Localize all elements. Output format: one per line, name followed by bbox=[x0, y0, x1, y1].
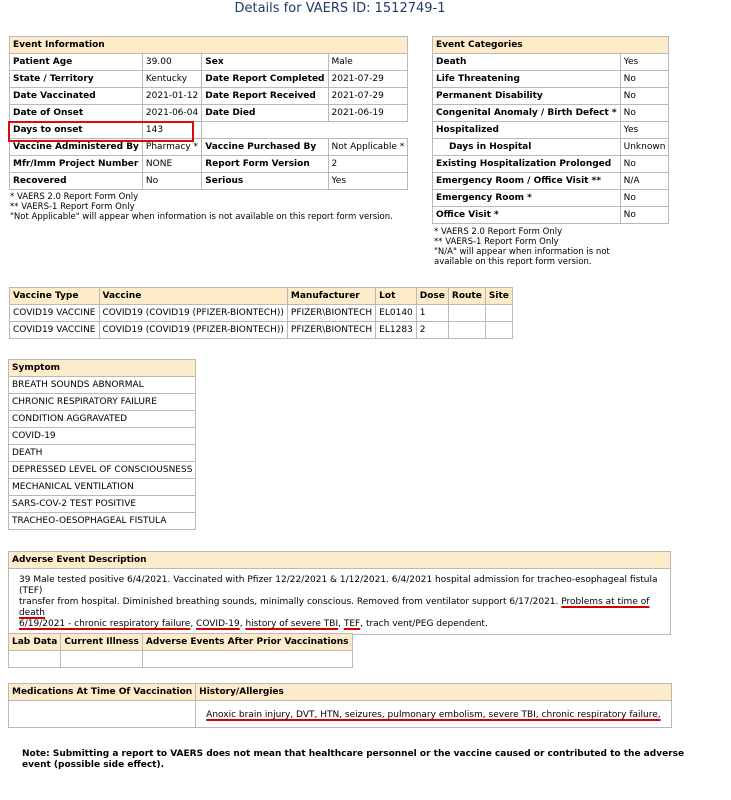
lab-data-table bbox=[8, 633, 353, 668]
cell bbox=[61, 651, 143, 668]
value: N/A bbox=[620, 173, 669, 190]
separator: , bbox=[338, 619, 344, 629]
cell bbox=[448, 305, 485, 322]
symptom-section bbox=[8, 359, 196, 530]
table-row bbox=[433, 173, 669, 190]
label: Sex bbox=[202, 54, 328, 71]
value: No bbox=[620, 71, 669, 88]
cell: PFIZER\BIONTECH bbox=[287, 305, 375, 322]
column-header: History/Allergies bbox=[196, 684, 671, 701]
column-header: Vaccine bbox=[99, 288, 287, 305]
adverse-event-description bbox=[9, 569, 671, 635]
symptom-item: CONDITION AGGRAVATED bbox=[9, 411, 196, 428]
label: Hospitalized bbox=[433, 122, 621, 139]
label: Date Vaccinated bbox=[10, 88, 143, 105]
medications-section bbox=[8, 683, 672, 728]
table-row bbox=[10, 305, 513, 322]
cell: 1 bbox=[416, 305, 448, 322]
description-line: 39 Male tested positive 6/4/2021. Vaccinated with Pfizer 12/22/2021 & 1/12/2021. 6/4/2021 hospital admission for tracheo-esophageal fistula (TEF) bbox=[19, 575, 658, 596]
highlighted-text: Anoxic brain injury, DVT, HTN, seizures, pulmonary embolism, severe TBI, chronic respiratory failure, bbox=[206, 710, 661, 720]
empty-cell bbox=[202, 122, 328, 139]
page-title: Details for VAERS ID: 1512749-1 bbox=[234, 1, 446, 16]
value: 2021-07-29 bbox=[328, 71, 408, 88]
medications-table bbox=[8, 683, 672, 728]
column-header: Dose bbox=[416, 288, 448, 305]
vaccine-section bbox=[9, 287, 513, 339]
highlight-box bbox=[8, 121, 194, 142]
highlighted-text: Problems at time of death bbox=[19, 597, 650, 618]
column-header: Route bbox=[448, 288, 485, 305]
separator: , bbox=[190, 619, 197, 629]
cell: EL0140 bbox=[376, 305, 417, 322]
note-line: ** VAERS-1 Report Form Only bbox=[434, 237, 559, 247]
event-categories-section bbox=[432, 36, 669, 224]
highlighted-text: chronic respiratory failure bbox=[74, 619, 191, 629]
list-item bbox=[9, 513, 196, 530]
list-item bbox=[9, 394, 196, 411]
label: Vaccine Purchased By bbox=[202, 139, 328, 156]
highlighted-text: history of severe TBI bbox=[245, 619, 339, 629]
table-row bbox=[433, 105, 669, 122]
cell: EL1283 bbox=[376, 322, 417, 339]
label: Days to onset bbox=[10, 122, 143, 139]
symptom-item: DEATH bbox=[9, 445, 196, 462]
cell bbox=[448, 322, 485, 339]
symptom-item: SARS-COV-2 TEST POSITIVE bbox=[9, 496, 196, 513]
event-categories-notes bbox=[434, 227, 610, 267]
adverse-event-header: Adverse Event Description bbox=[9, 552, 671, 569]
value: No bbox=[142, 173, 201, 190]
symptom-item: CHRONIC RESPIRATORY FAILURE bbox=[9, 394, 196, 411]
column-header: Site bbox=[485, 288, 512, 305]
table-row bbox=[9, 701, 672, 728]
event-categories-table bbox=[432, 36, 669, 224]
table-row bbox=[10, 54, 408, 71]
event-information-header: Event Information bbox=[10, 37, 408, 54]
value: 143 bbox=[142, 122, 201, 139]
table-row bbox=[10, 105, 408, 122]
column-header: Manufacturer bbox=[287, 288, 375, 305]
value: 2021-01-12 bbox=[142, 88, 201, 105]
note-line: * VAERS 2.0 Report Form Only bbox=[434, 227, 563, 237]
value: 2021-07-29 bbox=[328, 88, 408, 105]
symptom-header: Symptom bbox=[9, 360, 196, 377]
value: 39.00 bbox=[142, 54, 201, 71]
note-line: "N/A" will appear when information is not bbox=[434, 247, 610, 257]
table-row bbox=[433, 122, 669, 139]
table-row bbox=[10, 71, 408, 88]
label: Days in Hospital bbox=[433, 139, 621, 156]
list-item bbox=[9, 496, 196, 513]
label: Life Threatening bbox=[433, 71, 621, 88]
vaccine-table bbox=[9, 287, 513, 339]
value: 2 bbox=[328, 156, 408, 173]
note-line: available on this report form version. bbox=[434, 257, 592, 267]
label: Office Visit * bbox=[433, 207, 621, 224]
table-row bbox=[10, 173, 408, 190]
cell bbox=[9, 651, 61, 668]
column-header: Lab Data bbox=[9, 634, 61, 651]
cell: 2 bbox=[416, 322, 448, 339]
label: Emergency Room / Office Visit ** bbox=[433, 173, 621, 190]
adverse-event-table bbox=[8, 551, 671, 635]
label: Existing Hospitalization Prolonged bbox=[433, 156, 621, 173]
description-text: , trach vent/PEG dependent. bbox=[360, 619, 488, 629]
value: No bbox=[620, 88, 669, 105]
adverse-event-section bbox=[8, 551, 671, 635]
list-item bbox=[9, 445, 196, 462]
event-information-section bbox=[9, 36, 408, 190]
event-information-notes bbox=[10, 192, 393, 222]
event-information-table bbox=[9, 36, 408, 190]
list-item bbox=[9, 428, 196, 445]
label: Date Report Received bbox=[202, 88, 328, 105]
value: Male bbox=[328, 54, 408, 71]
column-header: Current Illness bbox=[61, 634, 143, 651]
label: Recovered bbox=[10, 173, 143, 190]
cell: PFIZER\BIONTECH bbox=[287, 322, 375, 339]
label: Death bbox=[433, 54, 621, 71]
value: 2021-06-19 bbox=[328, 105, 408, 122]
column-header: Adverse Events After Prior Vaccinations bbox=[142, 634, 352, 651]
table-row bbox=[9, 651, 353, 668]
table-row bbox=[433, 88, 669, 105]
list-item bbox=[9, 411, 196, 428]
value: No bbox=[620, 190, 669, 207]
note-line: ** VAERS-1 Report Form Only bbox=[10, 202, 135, 212]
disclaimer-note: Note: Submitting a report to VAERS does not mean that healthcare personnel or the vaccine caused or contributed to the adverse event (possible side effect). bbox=[22, 749, 685, 770]
cell bbox=[142, 651, 352, 668]
symptom-table bbox=[8, 359, 196, 530]
symptom-item: BREATH SOUNDS ABNORMAL bbox=[9, 377, 196, 394]
label: Vaccine Administered By bbox=[10, 139, 143, 156]
value: 2021-06-04 bbox=[142, 105, 201, 122]
note-line: * VAERS 2.0 Report Form Only bbox=[10, 192, 139, 202]
table-row bbox=[10, 88, 408, 105]
list-item bbox=[9, 377, 196, 394]
note-line: "Not Applicable" will appear when information is not available on this report form version. bbox=[10, 212, 393, 222]
separator: , bbox=[239, 619, 246, 629]
table-row bbox=[433, 207, 669, 224]
cell bbox=[485, 305, 512, 322]
list-item bbox=[9, 462, 196, 479]
label: Date Report Completed bbox=[202, 71, 328, 88]
empty-cell bbox=[328, 122, 408, 139]
table-header-row bbox=[10, 288, 513, 305]
label: State / Territory bbox=[10, 71, 143, 88]
symptom-item: DEPRESSED LEVEL OF CONSCIOUSNESS bbox=[9, 462, 196, 479]
highlighted-text: TEF bbox=[343, 619, 361, 629]
highlighted-text: COVID-19 bbox=[196, 619, 240, 629]
value: Yes bbox=[328, 173, 408, 190]
table-row bbox=[10, 322, 513, 339]
cell: COVID19 VACCINE bbox=[10, 322, 100, 339]
cell: COVID19 (COVID19 (PFIZER-BIONTECH)) bbox=[99, 322, 287, 339]
value: No bbox=[620, 207, 669, 224]
label: Report Form Version bbox=[202, 156, 328, 173]
value: No bbox=[620, 156, 669, 173]
lab-data-section bbox=[8, 633, 353, 668]
label: Serious bbox=[202, 173, 328, 190]
symptom-item: TRACHEO-OESOPHAGEAL FISTULA bbox=[9, 513, 196, 530]
value: Pharmacy * bbox=[142, 139, 201, 156]
history-allergies-cell bbox=[196, 701, 671, 728]
label: Date of Onset bbox=[10, 105, 143, 122]
highlighted-text: 6/19/2021 - bbox=[19, 619, 75, 629]
label: Congenital Anomaly / Birth Defect * bbox=[433, 105, 621, 122]
cell: COVID19 (COVID19 (PFIZER-BIONTECH)) bbox=[99, 305, 287, 322]
event-categories-header: Event Categories bbox=[433, 37, 669, 54]
table-row bbox=[433, 54, 669, 71]
value: Kentucky bbox=[142, 71, 201, 88]
table-row bbox=[433, 139, 669, 156]
column-header: Vaccine Type bbox=[10, 288, 100, 305]
column-header: Lot bbox=[376, 288, 417, 305]
label: Permanent Disability bbox=[433, 88, 621, 105]
description-line bbox=[19, 619, 660, 630]
table-row bbox=[10, 156, 408, 173]
value: Yes bbox=[620, 122, 669, 139]
description-line bbox=[19, 597, 660, 619]
label: Date Died bbox=[202, 105, 328, 122]
table-row bbox=[433, 156, 669, 173]
symptom-item: COVID-19 bbox=[9, 428, 196, 445]
cell: COVID19 VACCINE bbox=[10, 305, 100, 322]
table-row bbox=[433, 190, 669, 207]
cell bbox=[9, 701, 196, 728]
cell bbox=[485, 322, 512, 339]
table-row bbox=[433, 71, 669, 88]
value: No bbox=[620, 105, 669, 122]
label: Patient Age bbox=[10, 54, 143, 71]
symptom-item: MECHANICAL VENTILATION bbox=[9, 479, 196, 496]
label: Mfr/Imm Project Number bbox=[10, 156, 143, 173]
value: Not Applicable * bbox=[328, 139, 408, 156]
value: NONE bbox=[142, 156, 201, 173]
value: Unknown bbox=[620, 139, 669, 156]
list-item bbox=[9, 479, 196, 496]
label: Emergency Room * bbox=[433, 190, 621, 207]
description-text: transfer from hospital. Diminished breathing sounds, minimally conscious. Removed from ventilator support 6/17/2021. bbox=[19, 597, 559, 607]
value: Yes bbox=[620, 54, 669, 71]
column-header: Medications At Time Of Vaccination bbox=[9, 684, 196, 701]
